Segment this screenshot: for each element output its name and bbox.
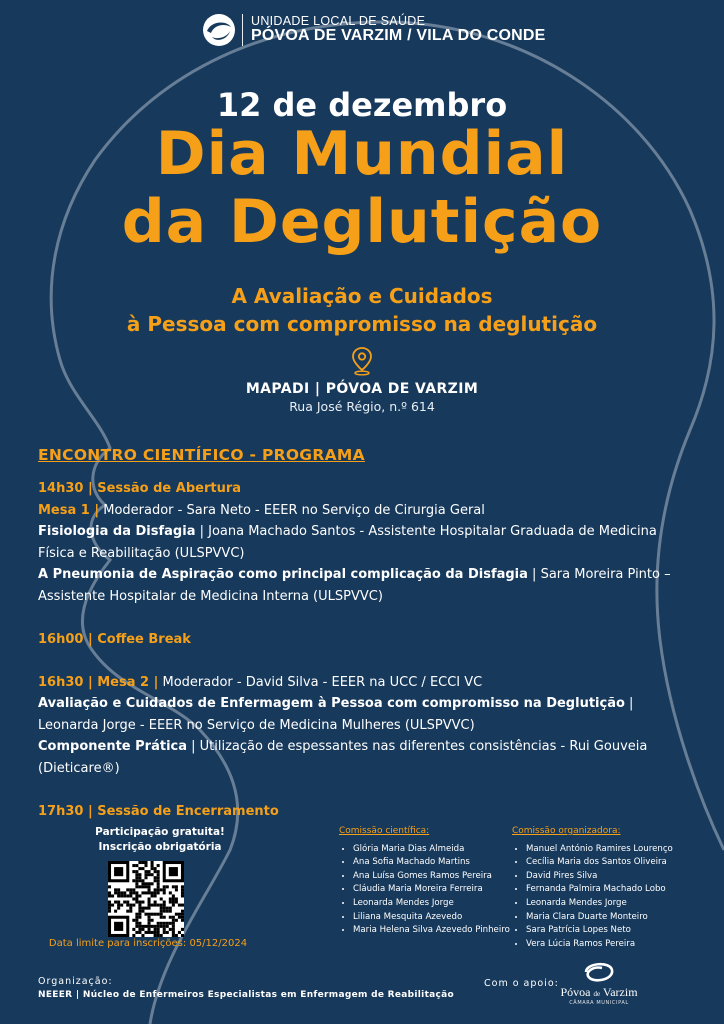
- header-line1: UNIDADE LOCAL DE SAÚDE: [251, 14, 426, 29]
- header-line2: PÓVOA DE VARZIM / VILA DO CONDE: [251, 27, 546, 45]
- organizing-committee-title: Comissão organizadora:: [512, 826, 621, 836]
- scientific-committee-list: [339, 843, 519, 938]
- organizing-member: • Maria Clara Duarte Monteiro: [526, 911, 712, 925]
- mesa1-label: Mesa 1 |: [38, 502, 100, 518]
- talk1-title: Fisiologia da Disfagia: [38, 524, 196, 539]
- scientific-member: • Leonarda Mendes Jorge: [353, 897, 519, 911]
- organization-name: NEEER | Núcleo de Enfermeiros Especialistas em Enfermagem de Reabilitação: [38, 990, 455, 1000]
- support-subtitle: CÂMARA MUNICIPAL: [569, 1000, 629, 1006]
- mesa1-line: [38, 500, 694, 522]
- organizing-member: • Vera Lúcia Ramos Pereira: [526, 938, 712, 952]
- talk4-title: Componente Prática: [38, 739, 187, 754]
- event-title-line1: Dia Mundial: [155, 119, 569, 189]
- organizing-member: • David Pires Silva: [526, 870, 712, 884]
- scientific-member: • Cláudia Maria Moreira Ferreira: [353, 883, 519, 897]
- talk1-text: | Joana Machado Santos - Assistente Hospitalar Graduada de Medicina Física e Reabilitação (ULSPVVC): [38, 524, 657, 561]
- registration-deadline: Data limite para inscrições: 05/12/2024: [48, 938, 248, 949]
- venue-name: MAPADI | PÓVOA DE VARZIM: [245, 381, 479, 397]
- mesa1-text: Moderador - Sara Neto - EEER no Serviço de Cirurgia Geral: [99, 502, 485, 518]
- registration-free: Participação gratuita!: [95, 826, 225, 838]
- event-title-line2: da Deglutição: [121, 187, 603, 257]
- talk1-line: [38, 521, 694, 564]
- session-closing: 17h30 | Sessão de Encerramento: [38, 803, 279, 819]
- povoa-de-varzim-logo-icon: [580, 958, 618, 986]
- venue-address: Rua José Régio, n.º 614: [289, 399, 435, 414]
- scientific-committee: [339, 825, 519, 938]
- talk2-title: A Pneumonia de Aspiração como principal complicação da Disfagia: [38, 567, 528, 582]
- map-pin-icon: [350, 346, 374, 376]
- program-heading: ENCONTRO CIENTÍFICO - PROGRAMA: [38, 446, 365, 464]
- organizing-member: • Manuel António Ramires Lourenço: [526, 843, 712, 857]
- organizing-member: • Sara Patrícia Lopes Neto: [526, 924, 712, 938]
- registration-required: Inscrição obrigatória: [98, 841, 222, 853]
- program-list: [38, 478, 694, 822]
- mesa2-text: Moderador - David Silva - EEER na UCC / ECCI VC: [158, 674, 483, 690]
- header-divider: [242, 14, 243, 46]
- scientific-committee-title: Comissão científica:: [339, 826, 430, 836]
- talk4-line: [38, 736, 694, 779]
- event-date: 12 de dezembro: [216, 86, 508, 124]
- mesa2-label: 16h30 | Mesa 2 |: [38, 674, 159, 690]
- scientific-member: • Ana Luísa Gomes Ramos Pereira: [353, 870, 519, 884]
- scientific-member: • Liliana Mesquita Azevedo: [353, 911, 519, 925]
- talk3-title: Avaliação e Cuidados de Enfermagem à Pessoa com compromisso na Deglutição: [38, 696, 625, 711]
- organization-label: Organização:: [38, 976, 113, 987]
- support-label: Com o apoio:: [484, 978, 559, 989]
- talk2-line: [38, 564, 694, 607]
- event-subtitle-line2: à Pessoa com compromisso na deglutição: [126, 312, 598, 336]
- talk2-text: | Sara Moreira Pinto – Assistente Hospitalar de Medicina Interna (ULSPVVC): [38, 567, 671, 604]
- uls-header-logo: [202, 12, 546, 48]
- uls-swirl-logo-icon: [202, 13, 236, 47]
- scientific-member: • Glória Maria Dias Almeida: [353, 843, 519, 857]
- talk3-text: | Leonarda Jorge - EEER no Serviço de Medicina Mulheres (ULSPVVC): [38, 696, 634, 733]
- support-name: Póvoa de Varzim: [560, 985, 638, 999]
- organizing-member: • Fernanda Palmira Machado Lobo: [526, 883, 712, 897]
- talk4-text: | Utilização de espessantes nas diferentes consistências - Rui Gouveia (Dieticare®): [38, 739, 648, 776]
- coffee-break: 16h00 | Coffee Break: [38, 631, 191, 647]
- registration-info: [70, 825, 250, 855]
- mesa2-line: [38, 672, 694, 694]
- organizing-committee-list: [512, 843, 712, 952]
- session-opening: 14h30 | Sessão de Abertura: [38, 481, 242, 496]
- povoa-de-varzim-logo: [556, 958, 642, 1018]
- organizing-committee: [512, 825, 712, 951]
- organizing-member: • Cecília Maria dos Santos Oliveira: [526, 856, 712, 870]
- event-subtitle-line1: A Avaliação e Cuidados: [231, 284, 493, 308]
- talk3-line: [38, 693, 694, 736]
- scientific-member: • Ana Sofia Machado Martins: [353, 856, 519, 870]
- qr-code-icon[interactable]: [108, 861, 184, 937]
- organizing-member: • Leonarda Mendes Jorge: [526, 897, 712, 911]
- scientific-member: • Maria Helena Silva Azevedo Pinheiro: [353, 924, 519, 938]
